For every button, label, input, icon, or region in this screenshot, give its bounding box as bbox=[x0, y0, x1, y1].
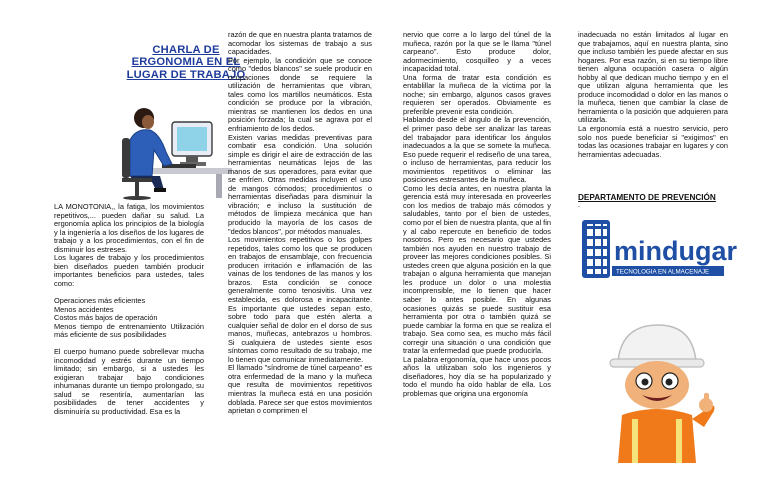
construction-worker-illustration bbox=[592, 315, 722, 463]
column-1 bbox=[54, 0, 246, 466]
paragraph: Por ejemplo, la condición que se conoce como "dedos blancos" se suele producir en ocupaciones donde se requiere la utilización de herramientas que vibran, tales como los martillos neumáticos. Esta condición se produce por la vibración, mientras se mantienen los dedos en una posición forzada; la cual se agrava por el enfriamiento de los dedos. bbox=[228, 55, 372, 134]
body-paragraph: El cuerpo humano puede sobrellevar mucha incomodidad y estrés durante un tiempo limitado; sin embargo, si a ustedes les exigieran trabajar bajo condiciones inhumanas durante un tiempo prolongado, su salud se resentiría, aumentarían las posibilidades de tener accidentes y disminuiría su productividad. Esa es la bbox=[54, 347, 204, 417]
page-title: CHARLA DE ERGONOMIA EN EL LUGAR DE TRABAJO bbox=[126, 44, 246, 81]
logo-tagline: TECNOLOGIA EN ALMACENAJE bbox=[616, 268, 710, 276]
paragraph: La palabra ergonomía, que hace unos pocos años la utilizaban solo los ingenieros y diseñadores, hoy día se ha popularizado y todo el mundo ha oído hablar de ella. Los problemas que origina una ergonomía bbox=[403, 354, 551, 398]
paragraph: Existen varias medidas preventivas para combatir esa condición. Una solución simple es dirigir el aire de extracción de las herramientas neumáticas lejos de las manos de sus operadores, para evitar que se enfríen. Otras medidas incluyen el uso de mangos cómodos; procedimientos o herramientas diseñadas para disminuir la vibración; e incluso la sustitución de métodos de limpieza mecánica que han producido la mayoría de los casos de "dedos blancos", por métodos manuales. bbox=[228, 132, 372, 236]
paragraph: Hablando desde el ángulo de la prevención, el primer paso debe ser analizar las tareas del trabajador para identificar los ángulos inadecuados a la que se somete la muñeca. Eso puede requerir el rediseño de una tarea, o incluso de herramientas, para reducir los movimientos repetitivos o eliminar las posiciones estresantes de la muñeca. bbox=[403, 115, 551, 185]
paragraph: Como les decía antes, en nuestra planta la gerencia está muy interesada en proveerles con los medios de trabajo más cómodos y saludables, tanto por el bien de ustedes, como por el bien de nuestra planta, que al fin y al cabo repercute en beneficio de todos nosotros. Pero es necesario que ustedes también nos ayuden en nuestro trabajo de proveer las mejores condiciones posibles. Si ustedes creen que alguna posición en la que trabajan o alguna herramienta que manejan les produce un dolor o una molestia incomprensible, me lo tienen que hacer saber lo antes posible. En algunas ocasiones quizás se puede sustituir esa herramienta por otra o también quizá se puede cambiar la forma en que se realiza el trabajo. Sea como sea, es mucho más fácil corregir una situación o una condición que tratar la enfermedad que puede producirla. bbox=[403, 183, 551, 356]
intro-paragraph: LA MONOTONIA,, la fatiga, los movimientos repetitivos,... pueden dañar su salud. La ergonomía aplica los principios de la biología y la ingeniería a los diseños de los lugares de trabajo y a los procedimientos, con el fin de disminuir los estreses. bbox=[54, 202, 204, 254]
column-3 bbox=[403, 31, 551, 497]
paragraph: El llamado "síndrome de túnel carpeano" es otra enfermedad de la mano y la muñeca que resulta de movimientos repetitivos mientras la muñeca está en una posición doblada. Parece ser que estos movimientos aprietan o comprimen el bbox=[228, 363, 372, 416]
stray-dot: . bbox=[578, 202, 580, 210]
paragraph: Una forma de tratar esta condición es entablillar la muñeca de la víctima por la noche; sin embargo, algunos casos graves requieren ser operados. Obviamente es preferible prevenir esta condición. bbox=[403, 72, 551, 116]
department-heading: DEPARTAMENTO DE PREVENCIÓN bbox=[578, 193, 716, 203]
benefits-list: Operaciones más eficientes Menos accidentes Costos más bajos de operación Menos tiempo de entrenamiento Utilización más eficiente de sus posibilidades bbox=[54, 295, 204, 340]
paragraph: inadecuada no están limitados al lugar en que trabajamos, aquí en nuestra planta, sino que incluso también les puede afectar en sus hogares. Por esa razón, si en su tiempo libre tienen alguna ocupación casera o algún hobby al que dedican mucho tiempo y en el que utilizan alguna herramienta que les produce incomodidad o dolor en las manos o la muñeca, tienen que cambiar la clase de herramienta o la posición que adquieren para utilizarla. bbox=[578, 30, 728, 125]
column-2 bbox=[228, 31, 372, 497]
paragraph: razón de que en nuestra planta tratamos de acomodar los sistemas de trabajo a sus capacidades. bbox=[228, 30, 372, 57]
paragraph: Los movimientos repetitivos o los golpes repetidos, tales como los que se producen en trabajos de ensamblaje, con frecuencia producen irritación e inflamación de las vainas de los tendones de las manos y los brazos. Esta condición se conoce generalmente como tenosivitis. Una vez establecida, es dolorosa e incapacitante. Es importante que ustedes sepan esto, sobre todo para que estén alerta a cualquier señal de dolor en el dorso de sus manos, muñecas, antebrazos u hombros. Si cualquiera de ustedes siente esos síntomas como resultado de su trabajo, me lo tienen que comunicar inmediatamente. bbox=[228, 235, 372, 364]
computer-worker-illustration bbox=[116, 92, 236, 200]
logo-wordmark: mindugar bbox=[614, 236, 738, 266]
mindugar-logo bbox=[578, 214, 738, 286]
benefits-intro: Los lugares de trabajo y los procedimientos bien diseñados pueden también producir importantes beneficios para ustedes, tales como: bbox=[54, 253, 204, 288]
paragraph: nervio que corre a lo largo del túnel de la muñeca, razón por la que se le llama "túnel carpeano". Esto produce dolor, adormecimiento, cosquilleo y a veces incapacidad total. bbox=[403, 30, 551, 74]
paragraph: La ergonomía está a nuestro servicio, pero solo nos puede beneficiar si "exigimos" en todas las ocasiones trabajar en lugares y con herramientas adecuadas. bbox=[578, 124, 728, 159]
